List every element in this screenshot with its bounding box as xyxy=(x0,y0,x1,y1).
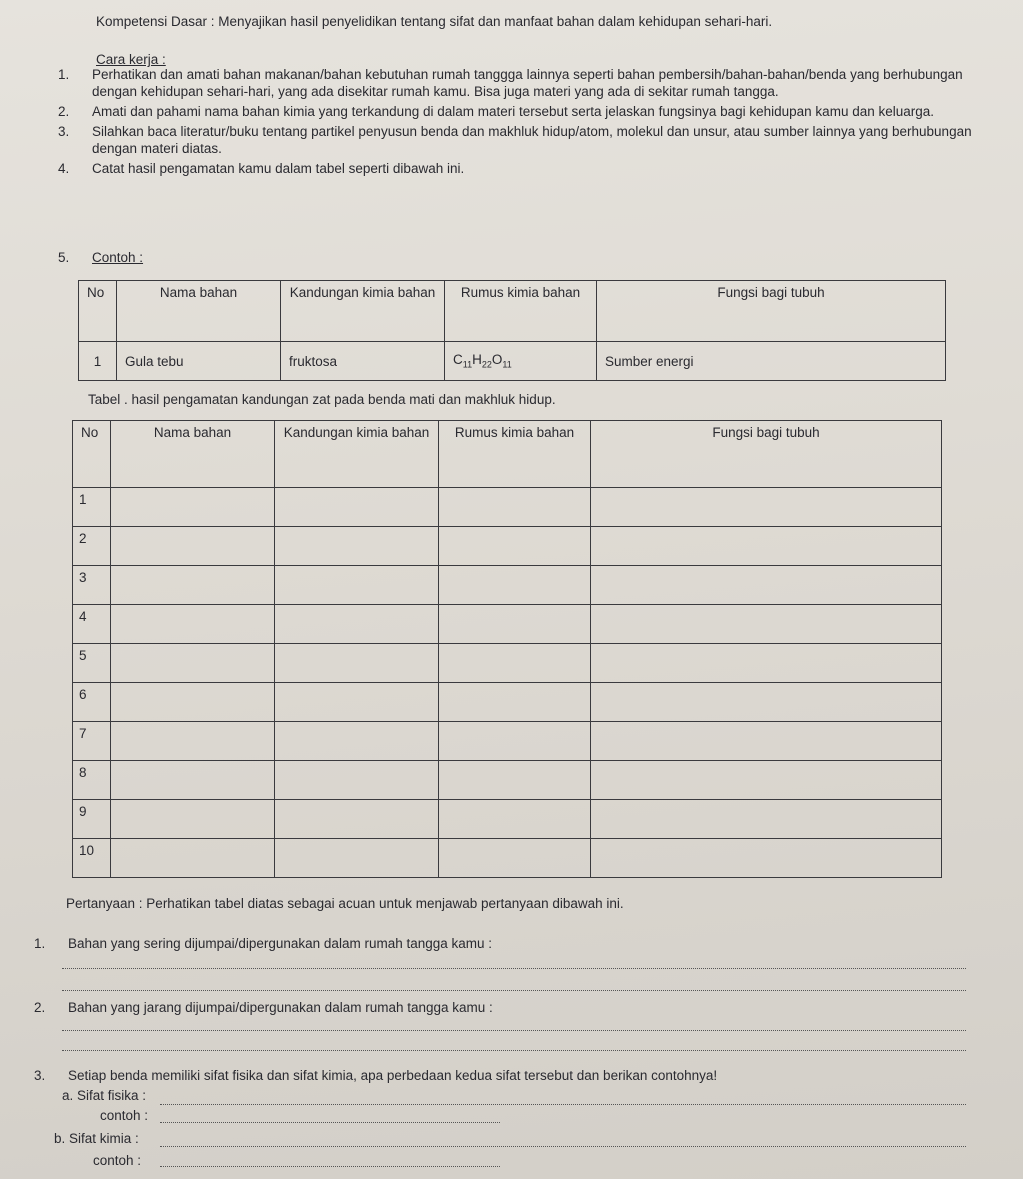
cell-fungsi[interactable] xyxy=(591,488,942,527)
contoh-label: Contoh : xyxy=(92,250,144,265)
question-1 xyxy=(34,936,492,951)
cell-kandungan[interactable] xyxy=(275,722,439,761)
cell-nama[interactable] xyxy=(111,683,275,722)
cell-no: 10 xyxy=(73,839,111,878)
table-row xyxy=(73,800,942,839)
cell-no: 2 xyxy=(73,527,111,566)
step-item xyxy=(58,123,973,157)
cell-nama[interactable] xyxy=(111,488,275,527)
table-row xyxy=(73,527,942,566)
table-row xyxy=(73,839,942,878)
cell-kandungan[interactable] xyxy=(275,527,439,566)
table-row xyxy=(79,342,946,381)
cell-no: 6 xyxy=(73,683,111,722)
question-number: 1. xyxy=(34,936,46,951)
cell-fungsi[interactable] xyxy=(591,605,942,644)
steps-list xyxy=(58,66,973,180)
formula-o-sub: 11 xyxy=(502,359,512,370)
question-text: Bahan yang jarang dijumpai/dipergunakan dalam rumah tangga kamu : xyxy=(68,1000,493,1015)
question-3 xyxy=(34,1068,717,1083)
table-row xyxy=(73,722,942,761)
cell-rumus[interactable] xyxy=(439,527,591,566)
cara-kerja-heading: Cara kerja : xyxy=(96,52,166,67)
header-rumus: Rumus kimia bahan xyxy=(445,281,597,342)
cell-nama[interactable] xyxy=(111,800,275,839)
cell-kandungan[interactable] xyxy=(275,566,439,605)
step-text: Silahkan baca literatur/buku tentang partikel penyusun benda dan makhluk hidup/atom, molekul dan unsur, atau sumber lainnya yang berhubungan dengan materi diatas. xyxy=(92,124,972,156)
cell-no: 9 xyxy=(73,800,111,839)
table-row xyxy=(73,761,942,800)
question-number: 2. xyxy=(34,1000,46,1015)
step-number: 3. xyxy=(58,124,70,139)
observation-table-body xyxy=(73,488,942,878)
cell-fungsi[interactable] xyxy=(591,566,942,605)
cell-rumus[interactable] xyxy=(439,839,591,878)
header-fungsi: Fungsi bagi tubuh xyxy=(591,421,942,488)
table-header-row xyxy=(79,281,946,342)
cell-no: 3 xyxy=(73,566,111,605)
question-text: Bahan yang sering dijumpai/dipergunakan dalam rumah tangga kamu : xyxy=(68,936,493,951)
header-no: No xyxy=(73,421,111,488)
cell-kandungan[interactable] xyxy=(275,761,439,800)
sifat-fisika-label: a. Sifat fisika : xyxy=(62,1088,147,1103)
cell-fungsi[interactable] xyxy=(591,527,942,566)
contoh-fisika-label: contoh : xyxy=(100,1108,149,1123)
table-header-row xyxy=(73,421,942,488)
cell-rumus[interactable] xyxy=(439,488,591,527)
formula-h: H xyxy=(472,352,482,368)
answer-line[interactable] xyxy=(160,1146,966,1147)
header-nama-bahan: Nama bahan xyxy=(111,421,275,488)
cell-kandungan[interactable] xyxy=(275,839,439,878)
cell-kandungan: fruktosa xyxy=(281,342,445,381)
cell-fungsi[interactable] xyxy=(591,722,942,761)
cell-nama[interactable] xyxy=(111,644,275,683)
step-text: Catat hasil pengamatan kamu dalam tabel seperti dibawah ini. xyxy=(92,161,465,176)
cell-fungsi: Sumber energi xyxy=(597,342,946,381)
cell-no: 7 xyxy=(73,722,111,761)
cell-fungsi[interactable] xyxy=(591,644,942,683)
header-fungsi: Fungsi bagi tubuh xyxy=(597,281,946,342)
cell-nama[interactable] xyxy=(111,722,275,761)
cell-rumus[interactable] xyxy=(439,644,591,683)
formula-c: C xyxy=(453,352,463,368)
cell-fungsi[interactable] xyxy=(591,683,942,722)
cell-rumus xyxy=(445,342,597,381)
cell-fungsi[interactable] xyxy=(591,761,942,800)
formula-o: O xyxy=(491,352,503,368)
cell-rumus[interactable] xyxy=(439,683,591,722)
cell-kandungan[interactable] xyxy=(275,605,439,644)
table-caption: Tabel . hasil pengamatan kandungan zat pada benda mati dan makhluk hidup. xyxy=(88,392,556,407)
formula-h-sub: 22 xyxy=(481,359,492,370)
cell-rumus[interactable] xyxy=(439,605,591,644)
step-text: Perhatikan dan amati bahan makanan/bahan kebutuhan rumah tanggga lainnya seperti bahan pembersih/bahan-bahan/benda yang berhubungan dengan kehidupan sehari-hari, yang ada disekitar rumah kamu. Bisa juga materi yang ada di sekitar rumah tangga. xyxy=(92,67,963,99)
contoh-kimia-label: contoh : xyxy=(93,1153,142,1168)
question-text: Setiap benda memiliki sifat fisika dan sifat kimia, apa perbedaan kedua sifat tersebut dan berikan contohnya! xyxy=(68,1068,718,1083)
example-label xyxy=(58,250,143,265)
answer-line[interactable] xyxy=(62,990,966,991)
step-number: 2. xyxy=(58,104,70,119)
cell-kandungan[interactable] xyxy=(275,683,439,722)
cell-kandungan[interactable] xyxy=(275,800,439,839)
cell-no: 1 xyxy=(73,488,111,527)
table-row xyxy=(73,644,942,683)
cell-fungsi[interactable] xyxy=(591,800,942,839)
answer-line[interactable] xyxy=(62,968,966,969)
answer-line[interactable] xyxy=(62,1050,966,1051)
cell-rumus[interactable] xyxy=(439,800,591,839)
observation-table xyxy=(72,420,942,878)
cell-kandungan[interactable] xyxy=(275,488,439,527)
example-table xyxy=(78,280,946,381)
cell-nama[interactable] xyxy=(111,605,275,644)
questions-intro: Pertanyaan : Perhatikan tabel diatas sebagai acuan untuk menjawab pertanyaan dibawah ini. xyxy=(66,896,624,911)
answer-line[interactable] xyxy=(160,1104,966,1105)
cell-kandungan[interactable] xyxy=(275,644,439,683)
cell-nama[interactable] xyxy=(111,566,275,605)
header-kandungan: Kandungan kimia bahan xyxy=(281,281,445,342)
step-item xyxy=(58,160,973,177)
formula-c-sub: 11 xyxy=(462,359,473,370)
cell-no: 4 xyxy=(73,605,111,644)
answer-line[interactable] xyxy=(160,1122,500,1123)
question-2 xyxy=(34,1000,493,1015)
cell-nama: Gula tebu xyxy=(117,342,281,381)
header-rumus: Rumus kimia bahan xyxy=(439,421,591,488)
cell-no: 8 xyxy=(73,761,111,800)
step-item xyxy=(58,103,973,120)
sifat-kimia-label: b. Sifat kimia : xyxy=(54,1131,139,1146)
kompetensi-dasar: Kompetensi Dasar : Menyajikan hasil penyelidikan tentang sifat dan manfaat bahan dalam kehidupan sehari-hari. xyxy=(96,14,773,29)
step-number: 4. xyxy=(58,161,70,176)
cell-nama[interactable] xyxy=(111,527,275,566)
answer-line[interactable] xyxy=(160,1166,500,1167)
cell-no: 1 xyxy=(79,342,117,381)
header-nama-bahan: Nama bahan xyxy=(117,281,281,342)
cell-nama[interactable] xyxy=(111,761,275,800)
header-kandungan: Kandungan kimia bahan xyxy=(275,421,439,488)
answer-line[interactable] xyxy=(62,1030,966,1031)
cell-nama[interactable] xyxy=(111,839,275,878)
cell-no: 5 xyxy=(73,644,111,683)
question-number: 3. xyxy=(34,1068,46,1083)
table-row xyxy=(73,683,942,722)
step-text: Amati dan pahami nama bahan kimia yang terkandung di dalam materi tersebut serta jelaskan fungsinya bagi kehidupan kamu dan keluarga. xyxy=(92,104,935,119)
step-item xyxy=(58,66,973,100)
step-number: 1. xyxy=(58,67,70,82)
cell-fungsi[interactable] xyxy=(591,839,942,878)
table-row xyxy=(73,488,942,527)
cell-rumus[interactable] xyxy=(439,722,591,761)
header-no: No xyxy=(79,281,117,342)
cell-rumus[interactable] xyxy=(439,761,591,800)
cell-rumus[interactable] xyxy=(439,566,591,605)
table-row xyxy=(73,605,942,644)
table-row xyxy=(73,566,942,605)
step-number: 5. xyxy=(58,250,70,265)
